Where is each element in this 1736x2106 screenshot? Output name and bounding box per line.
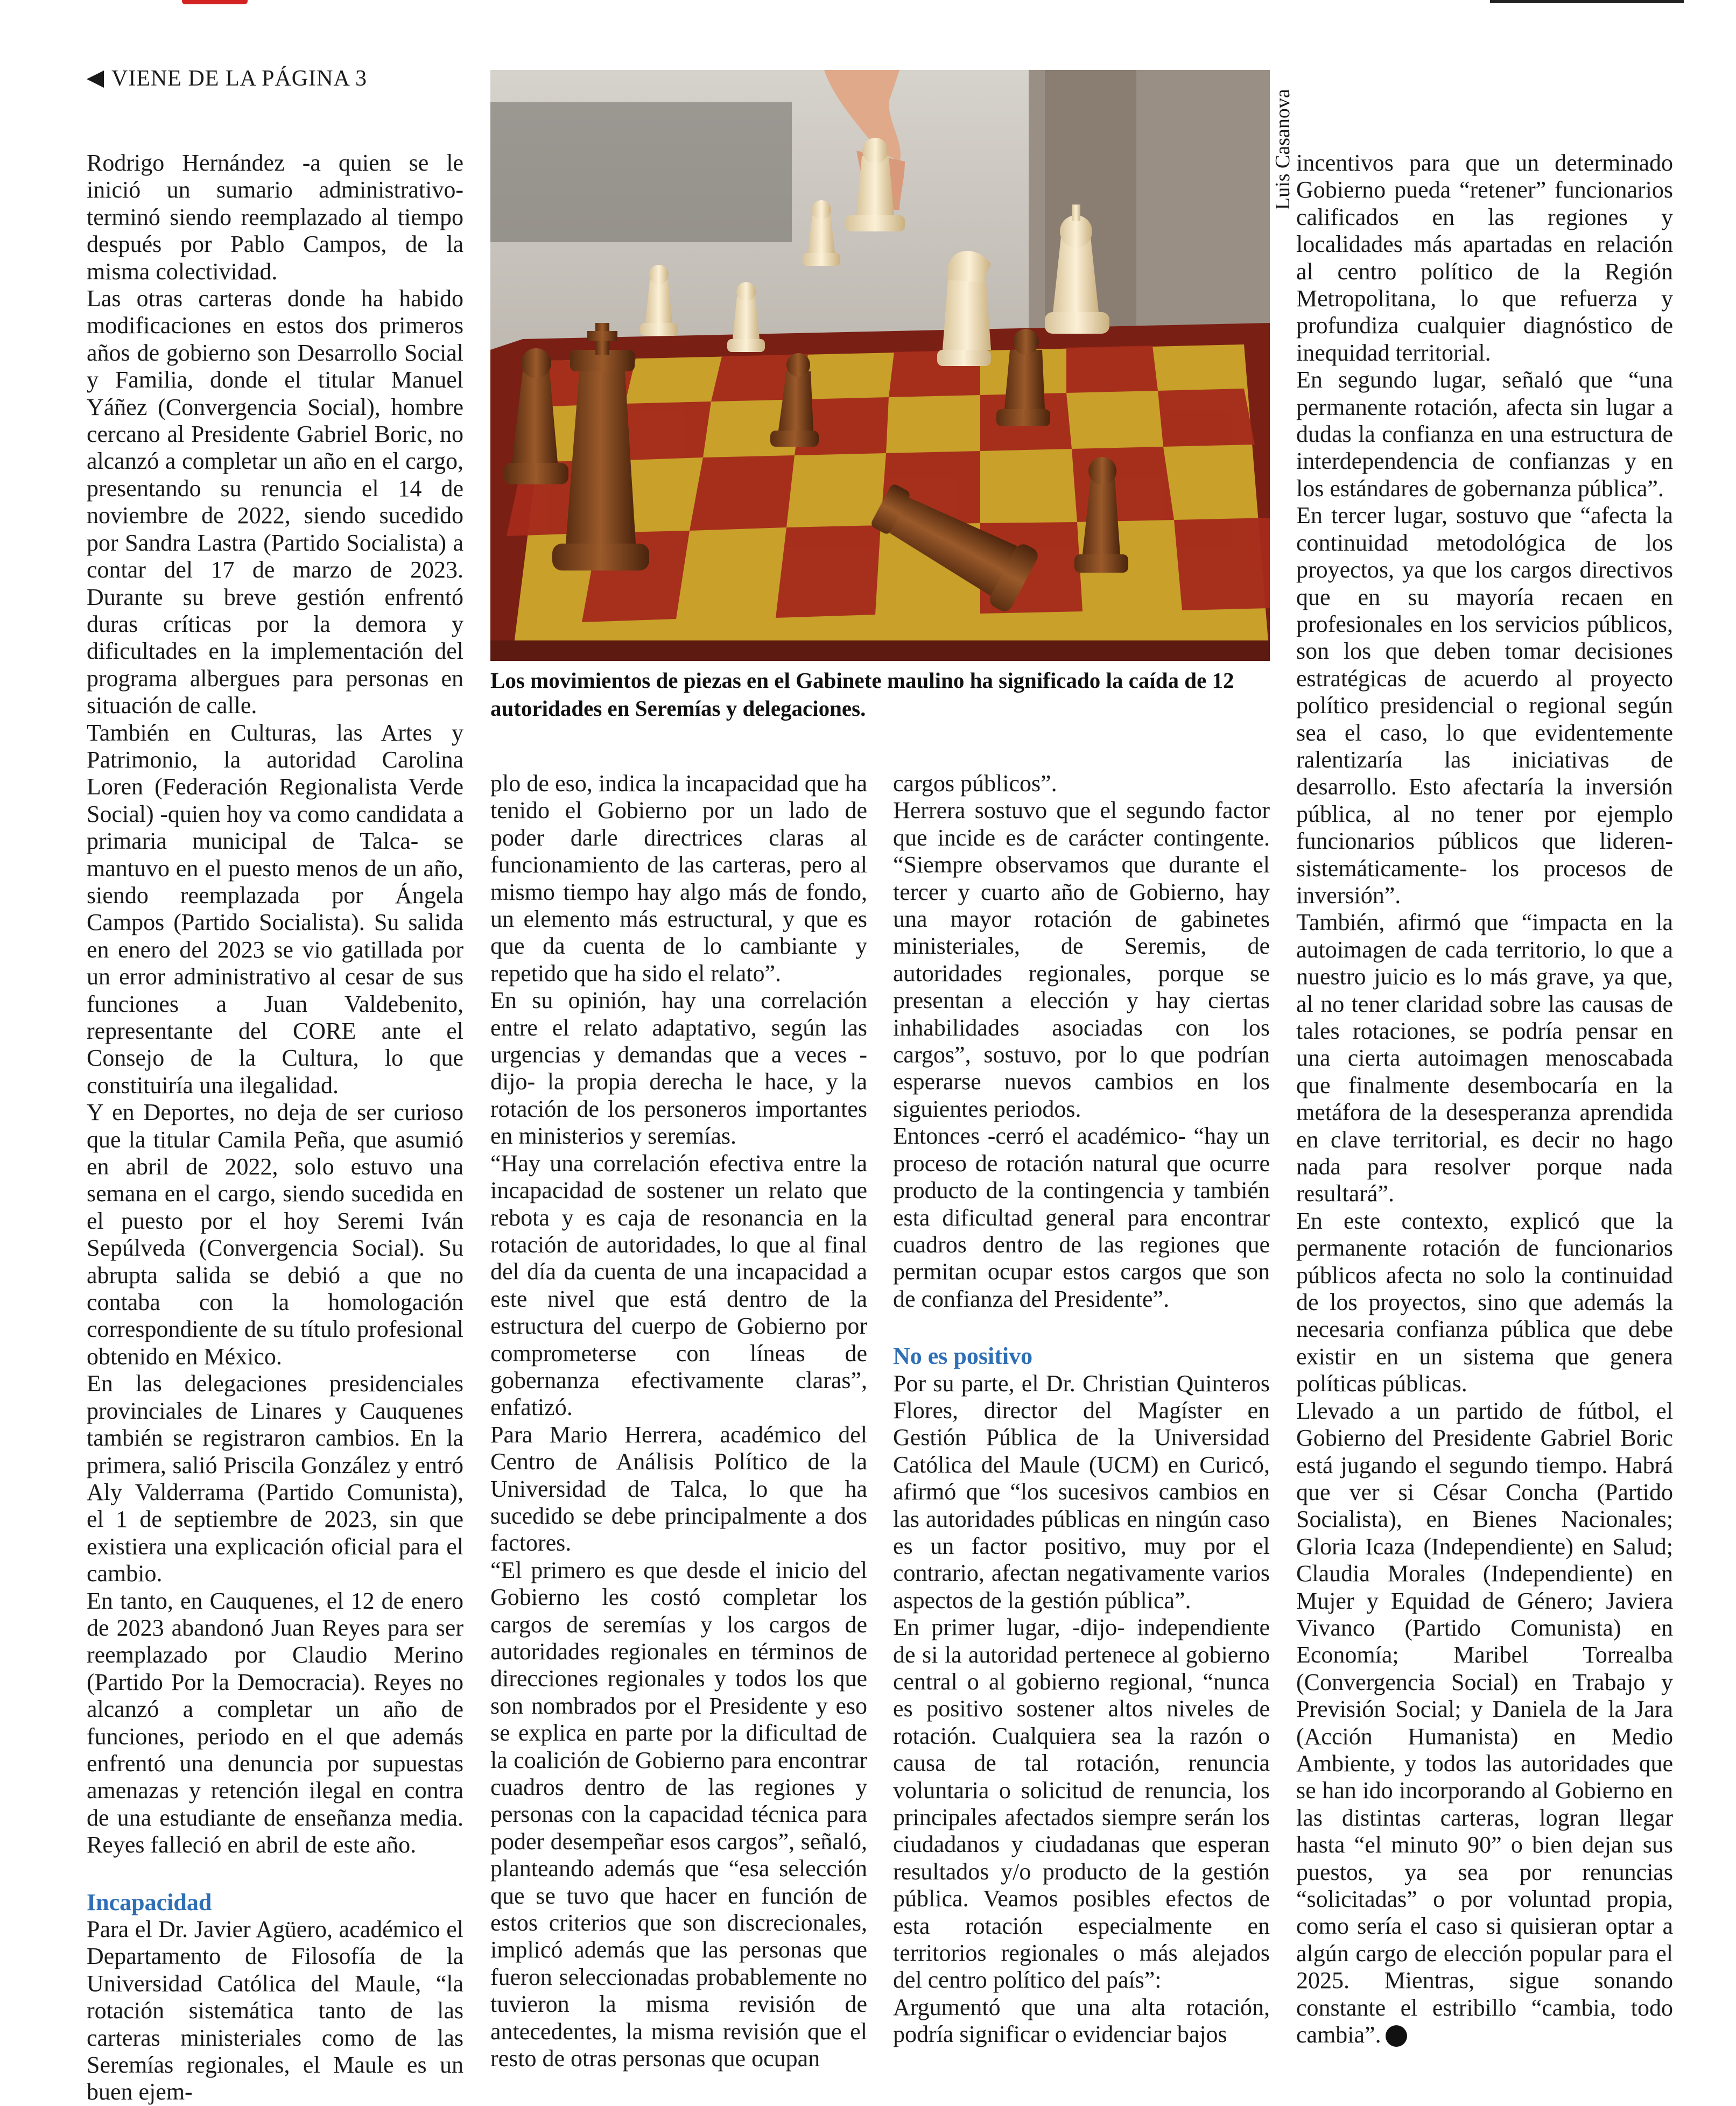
top-rule <box>1490 0 1684 3</box>
continued-text: VIENE DE LA PÁGINA 3 <box>111 66 367 91</box>
paragraph: Rodrigo Hernández -a quien se le inició un sumario administrativo- terminó siendo reemplazado al tiempo después por Pablo Campos, de la misma colectividad. <box>87 150 463 285</box>
paragraph: En primer lugar, -dijo- independiente de si la autoridad pertenece al gobierno central o al gobierno regional, “nunca es positivo sostener altos niveles de rotación. Cualquiera sea la razón o causa de tal rotación, renuncia voluntaria o solicitud de renuncia, los principales afectados siempre serán los ciudadanos y ciudadanas que esperan resultados y/o producto de la gestión pública. Veamos posibles efectos de esta rotación especialmente en territorios regionales o más alejados del centro político del país”: <box>893 1614 1270 1994</box>
paragraph: incentivos para que un determinado Gobierno pueda “retener” funcionarios calificados en las regiones y localidades más apartadas en relación al centro político de la Región Metropolitana, lo que refuerza y profundiza cualquier diagnóstico de inequidad territorial. <box>1296 150 1673 366</box>
paragraph: Las otras carteras donde ha habido modificaciones en estos dos primeros años de gobierno son Desarrollo Social y Familia, donde el titular Manuel Yáñez (Convergencia Social), hombre cercano al Presidente Gabriel Boric, no alcanzó a completar un año en el cargo, presentando su renuncia el 14 de noviembre de 2022, siendo sucedido por Sandra Lastra (Partido Socialista) a contar del 17 de marzo de 2023. Durante su breve gestión enfrentó duras críticas por la demora y dificultades en la implementación del programa albergues para personas en situación de calle. <box>87 285 463 719</box>
paragraph: plo de eso, indica la incapacidad que ha tenido el Gobierno por un lado de poder darle directrices claras al funcionamiento de las carteras, pero al mismo tiempo hay algo más de fondo, un elemento más estructural, y que es que da cuenta de lo cambiante y repetido que ha sido el relato”. <box>490 770 867 987</box>
subheading-no-es-positivo: No es positivo <box>893 1343 1033 1370</box>
paragraph: Y en Deportes, no deja de ser curioso que la titular Camila Peña, que asumió en abril de 2022, solo estuvo una semana en el cargo, siendo sucedida en el puesto por el hoy Seremi Iván Sepúlveda (Convergencia Social). Su abrupta salida se debió a que no contaba con la homologación correspondiente de su título profesional obtenido en México. <box>87 1099 463 1370</box>
paragraph: Herrera sostuvo que el segundo factor que incide es de carácter contingente. “Siempre observamos que durante el tercer y cuarto año de Gobierno, hay una mayor rotación de gabinetes ministeriales, de Seremis, de autoridades regionales, porque se presentan a elección y hay ciertas inhabilidades asociadas con los cargos”, sostuvo, por lo que podrían esperarse nuevos cambios en los siguientes periodos. <box>893 797 1270 1122</box>
end-of-article-icon <box>1386 2025 1407 2047</box>
photo-caption: Los movimientos de piezas en el Gabinete maulino ha significado la caída de 12 autoridades en Seremías y delegaciones. <box>490 668 1234 721</box>
paragraph: cargos públicos”. <box>893 770 1057 797</box>
paragraph: También, afirmó que “impacta en la autoimagen de cada territorio, lo que a nuestro juicio es lo más grave, ya que, al no tener claridad sobre las causas de tales rotaciones, se podría pensar en una cierta autoimagen menoscabada que finalmente desembocaría en la metáfora de la desesperanza aprendida en clave territorial, es decir no hago nada para resolver porque nada resultará”. <box>1296 909 1673 1207</box>
left-triangle-icon <box>87 71 104 88</box>
top-red-tab <box>182 0 248 4</box>
column-2 <box>490 770 867 2073</box>
paragraph: En este contexto, explicó que la permanente rotación de funcionarios públicos afecta no solo la continuidad de los proyectos, sino que además la necesaria confianza pública que debe existir en un sistema que genera políticas públicas. <box>1296 1207 1673 1397</box>
paragraph: En segundo lugar, señaló que “una permanente rotación, afecta sin lugar a dudas la confianza en una estructura de interdependencia de confianzas y en los estándares de gobernanza pública”. <box>1296 367 1673 502</box>
column-1 <box>87 150 463 2106</box>
final-text: Llevado a un partido de fútbol, el Gobierno del Presidente Gabriel Boric está jugando el segundo tiempo. Habrá que ver si César Concha (Partido Socialista), en Bienes Nacionales; Gloria Icaza (Independiente) en Salud; Claudia Morales (Independiente) en Mujer y Equidad de Género; Javiera Vivanco (Partido Comunista) en Economía; Maribel Torrealba (Convergencia Social) en Trabajo y Previsión Social; y Daniela de la Jara (Acción Humanista) en Medio Ambiente, y todos las autoridades que se han ido incorporando al Gobierno en las distintas carteras, logran llegar hasta “el minuto 90” o bien dejan sus puestos, ya sea por renuncias “solicitadas” o por voluntad propia, como sería el caso si quisieran optar a algún cargo de elección popular para el 2025. Mientras, sigue sonando constante el estribillo “cambia, todo cambia”. <box>1296 1397 1673 2048</box>
column-3 <box>893 770 1270 2048</box>
photo-credit: Luis Casanova <box>1271 89 1294 210</box>
paragraph: Por su parte, el Dr. Christian Quinteros Flores, director del Magíster en Gestión Pública de la Universidad Católica del Maule (UCM) en Curicó, afirmó que “los sucesivos cambios en las autoridades públicas en ningún caso es un factor positivo, muy por el contrario, afectan negativamente varios aspectos de la gestión pública”. <box>893 1370 1270 1614</box>
paragraph: En las delegaciones presidenciales provinciales de Linares y Cauquenes también se registraron cambios. En la primera, salió Priscila González y entró Aly Valderrama (Partido Comunista), el 1 de septiembre de 2023, sin que existiera una explicación oficial para el cambio. <box>87 1370 463 1587</box>
chess-photo <box>490 70 1270 661</box>
paragraph: “Hay una correlación efectiva entre la incapacidad de sostener un relato que rebota y es caja de resonancia en la rotación de autoridades, lo que al final del día da cuenta de una incapacidad a este nivel que está dentro de la estructura del cuerpo de Gobierno por comprometerse con líneas de gobernanza efectivamente claras”, enfatizó. <box>490 1150 867 1421</box>
paragraph: “El primero es que desde el inicio del Gobierno les costó completar los cargos de seremías y los cargos de autoridades regionales en términos de direcciones regionales y todos los que son nombrados por el Presidente y eso se explica en parte por la dificultad de la coalición de Gobierno para encontrar cuadros dentro de las regiones y personas con la capacidad técnica para poder desempeñar esos cargos”, señaló, planteando además que “esa selección que se tuvo que hacer en función de estos criterios que son discrecionales, implicó además que las personas que fueron seleccionadas probablemente no tuvieron la misma revisión de antecedentes, la misma revisión que el resto de otras personas que ocupan <box>490 1556 867 2072</box>
paragraph: En su opinión, hay una correlación entre el relato adaptativo, según las urgencias y demandas que a veces -dijo- la propia derecha le hace, y la rotación de los personeros importantes en ministerios y seremías. <box>490 987 867 1150</box>
paragraph: En tercer lugar, sostuvo que “afecta la continuidad metodológica de los proyectos, ya que los cargos directivos que en su mayoría recaen en profesionales en los servicios públicos, son los que deben tomar decisiones estratégicas de acuerdo al proyecto político presidencial o regional según sea el caso, lo que evidentemente ralentizaría las iniciativas de desarrollo. Esto afectaría la inversión pública, al no tener por ejemplo funcionarios públicos que lideren- sistemáticamente- los procesos de inversión”. <box>1296 502 1673 908</box>
paragraph: Para Mario Herrera, académico del Centro de Análisis Político de la Universidad de Talca, lo que ha sucedido se debe principalmente a dos factores. <box>490 1421 867 1556</box>
paragraph-final <box>1296 1398 1673 2049</box>
continued-from-label <box>87 65 367 92</box>
paragraph: Para el Dr. Javier Agüero, académico el Departamento de Filosofía de la Universidad Católica del Maule, “la rotación sistemática tanto de las carteras ministeriales como de las Seremías regionales, el Maule es un buen ejem- <box>87 1916 463 2105</box>
column-4 <box>1296 150 1673 2048</box>
paragraph: También en Culturas, las Artes y Patrimonio, la autoridad Carolina Loren (Federación Regionalista Verde Social) -quien hoy va como candidata a primaria municipal de Talca- se mantuvo en el puesto menos de un año, siendo reemplazada por Ángela Campos (Partido Socialista). Su salida en enero del 2023 se vio gatillada por un error administrativo al cesar de sus funciones a Juan Valdebenito, representante del CORE ante el Consejo de la Cultura, lo que constituiría una ilegalidad. <box>87 719 463 1098</box>
subheading-incapacidad: Incapacidad <box>87 1889 212 1915</box>
paragraph: En tanto, en Cauquenes, el 12 de enero de 2023 abandonó Juan Reyes para ser reemplazado por Claudio Merino (Partido Por la Democracia). Reyes no alcanzó a completar un año de funciones, periodo en el que además enfrentó una denuncia por supuestas amenazas y retención ilegal en contra de una estudiante de enseñanza media. Reyes falleció en abril de este año. <box>87 1587 463 1858</box>
paragraph: Argumentó que una alta rotación, podría significar o evidenciar bajos <box>893 1994 1270 2048</box>
chess-board-illustration <box>490 70 1270 661</box>
paragraph: Entonces -cerró el académico- “hay un proceso de rotación natural que ocurre producto de la contingencia y también esta dificultad general para encontrar cuadros dentro de las regiones que permitan ocupar estos cargos que son de confianza del Presidente”. <box>893 1123 1270 1312</box>
